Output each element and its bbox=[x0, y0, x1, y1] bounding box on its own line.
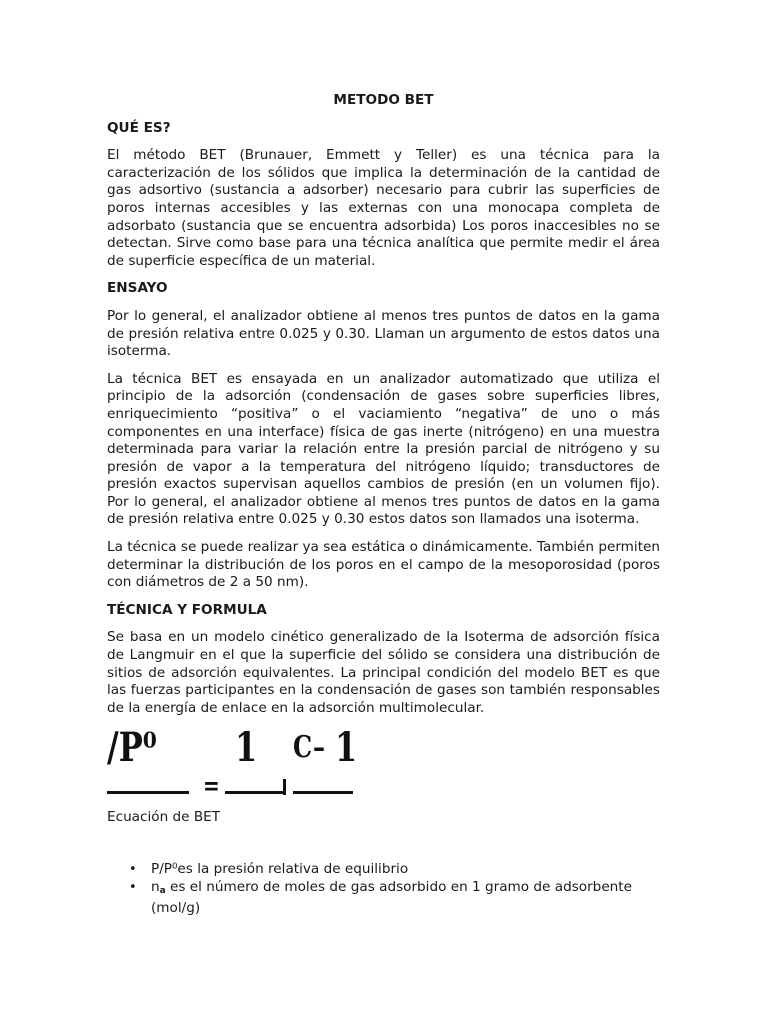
section-heading-tecnica: TÉCNICA Y FORMULA bbox=[107, 601, 267, 618]
equation-plus-stem bbox=[283, 779, 286, 795]
list-item-subscript: a bbox=[159, 885, 166, 896]
list-item bbox=[151, 861, 660, 879]
paragraph-ensayo-3: La técnica se puede realizar ya sea estática o dinámicamente. También permiten determinar la distribución de los poros en el campo de la mesoporosidad (poros con diámetros de 2 a 50 nm). bbox=[107, 539, 661, 591]
equation-fragment-right-c: C bbox=[293, 728, 313, 765]
list-item-text: P/P⁰es la presión relativa de equilibrio bbox=[151, 861, 409, 877]
paragraph-ensayo-1: Por lo general, el analizador obtiene al menos tres puntos de datos en la gama de presión relativa entre 0.025 y 0.30. Llaman un argumento de estos datos una isoterma. bbox=[107, 307, 660, 360]
document-title: METODO BET bbox=[333, 92, 434, 108]
equation-fraction-bar-middle bbox=[225, 791, 283, 794]
equation-fraction-bar-left bbox=[107, 791, 189, 794]
document-page bbox=[107, 92, 660, 918]
section-heading-que-es: QUÉ ES? bbox=[107, 119, 171, 136]
bet-equation-image bbox=[107, 723, 358, 801]
paragraph-tecnica: Se basa en un modelo cinético generalizado de la Isoterma de adsorción física de Langmuir en el que la superficie del sólido se considera una distribución de sitios de adsorción equivalentes. La principal condición del modelo BET es que las fuerzas participantes en la condensación de gases son también responsables de la energía de enlace en la adsorción multimolecular. bbox=[107, 629, 660, 716]
equation-fraction-bar-right bbox=[293, 791, 353, 794]
paragraph-ensayo-2: La técnica BET es ensayada en un analizador automatizado que utiliza el principio de la adsorción (condensación de gases sobre superficies libres, enriquecimiento “positiva” o el vaciamiento “negativa” de uno o más componentes en una interface) física de gas inerte (nitrógeno) en una muestra determinada para variar la relación entre la presión parcial de nitrógeno y su presión de vapor a la temperatura del nitrógeno líquido; transductores de presión exactos supervisan aquellos cambios de presión (en un volumen fijo). Por lo general, el analizador obtiene al menos tres puntos de datos en la gama de presión relativa entre 0.025 y 0.30 estos datos son llamados una isoterma. bbox=[107, 370, 660, 528]
equation-fragment-left: /P⁰ bbox=[107, 723, 157, 772]
list-item-text: es el número de moles de gas adsorbido en 1 gramo de adsorbente (mol/g) bbox=[151, 878, 632, 917]
section-heading-ensayo: ENSAYO bbox=[107, 280, 168, 297]
equation-equals-sign: = bbox=[203, 770, 220, 801]
equation-fragment-right-one: 1 bbox=[335, 723, 358, 772]
equation-fragment-middle: 1 bbox=[235, 723, 258, 772]
paragraph-que-es: El método BET (Brunauer, Emmett y Teller) es una técnica para la caracterización de los sólidos que implica la determinación de la cantidad de gas adsortivo (sustancia a adsorber) necesario para cubrir las superficies de poros internas accesibles y las externas con una monocapa completa de adsorbato (sustancia que se encuentra adsorbida) Los poros inaccesibles no se detectan. Sirve como base para una técnica analítica que permite medir el área de superficie específica de un material. bbox=[107, 147, 660, 269]
equation-caption: Ecuación de BET bbox=[107, 809, 221, 826]
list-item bbox=[151, 879, 660, 918]
list-item-symbol: n bbox=[151, 878, 160, 895]
equation-fragment-right-minus: – bbox=[313, 728, 325, 765]
variable-list bbox=[107, 861, 660, 918]
